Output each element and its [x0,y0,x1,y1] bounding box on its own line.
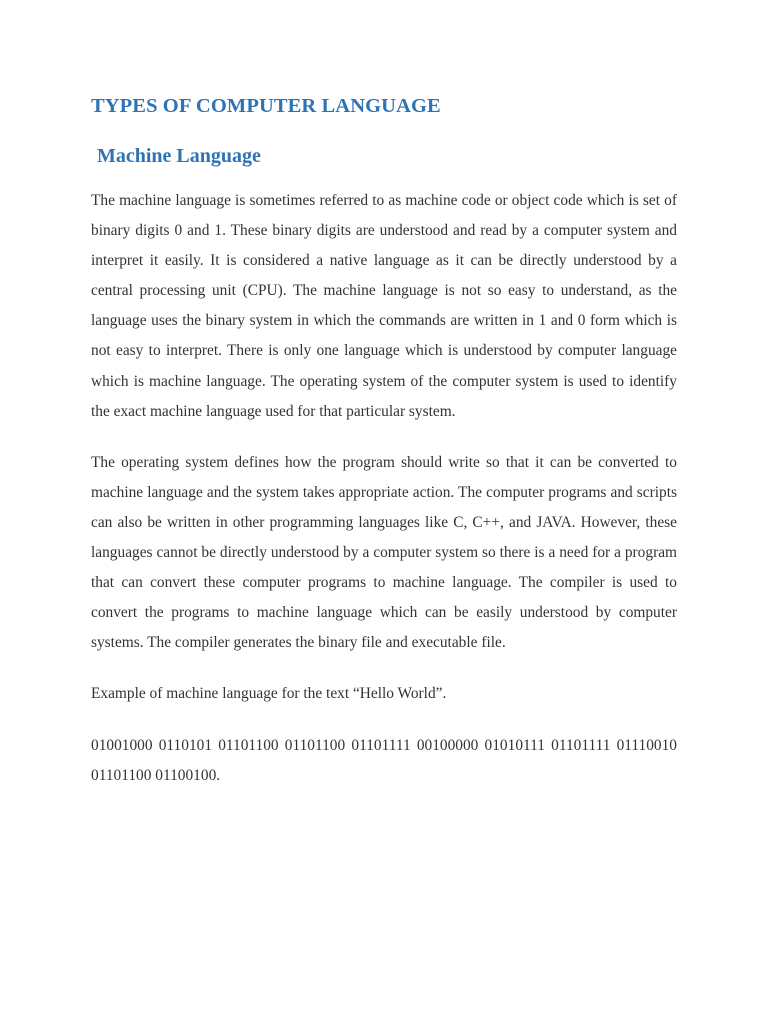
paragraph-binary-example: 01001000 0110101 01101100 01101100 01101111 00100000 01010111 01101111 01110010 01101100 01100100. [91,736,677,784]
section-heading: Machine Language [97,145,261,167]
page-title: TYPES OF COMPUTER LANGUAGE [91,95,441,117]
paragraph-intro: The machine language is sometimes referred to as machine code or object code which is set of binary digits 0 and 1. These binary digits are understood and read by a computer system and interpret it easily. It is considered a native language as it can be directly understood by a central processing unit (CPU). The machine language is not so easy to understand, as the language uses the binary system in which the commands are written in 1 and 0 form which is not easy to interpret. There is only one language which is understood by computer language which is machine language. The operating system of the computer system is used to identify the exact machine language used for that particular system. [91,192,677,420]
paragraph-operating-system: The operating system defines how the program should write so that it can be converted to machine language and the system takes appropriate action. The computer programs and scripts can also be written in other programming languages like C, C++, and JAVA. However, these languages cannot be directly understood by a computer system so there is a need for a program that can convert these computer programs to machine language. The compiler is used to convert the programs to machine language which can be easily understood by computer systems. The compiler generates the binary file and executable file. [91,453,677,652]
paragraph-example-caption: Example of machine language for the text “Hello World”. [91,685,447,703]
